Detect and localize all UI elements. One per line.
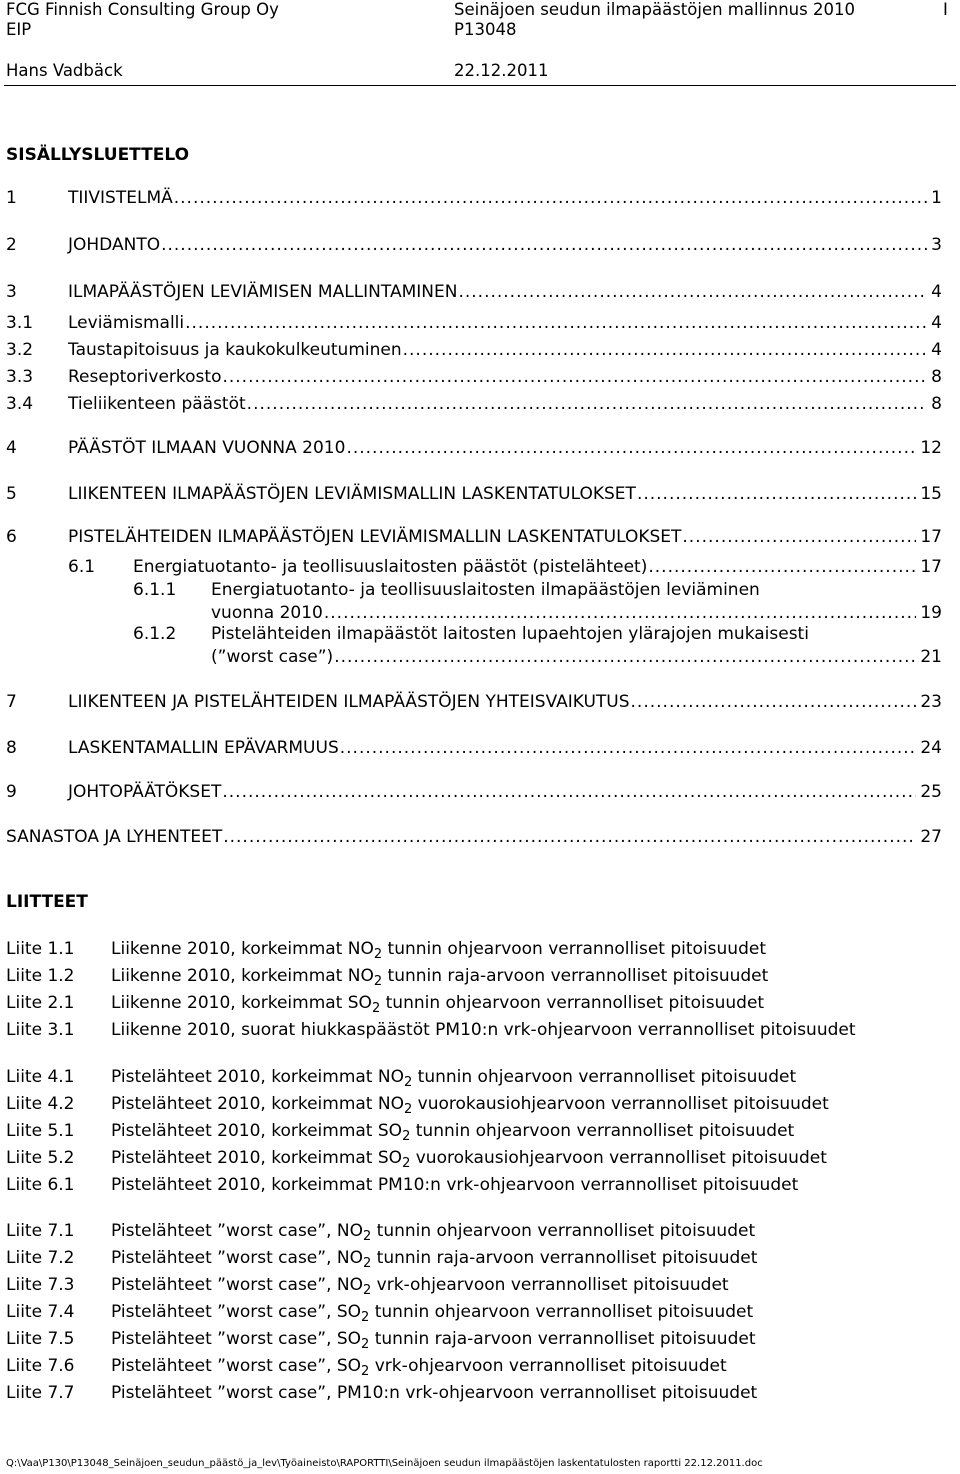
- toc-dot-leader: [682, 525, 916, 549]
- attachment-label: Liite 7.1: [6, 1221, 75, 1241]
- toc-entry-title: LASKENTAMALLIN EPÄVARMUUS: [68, 738, 339, 758]
- attachment-description-text: Liikenne 2010, korkeimmat NO: [111, 939, 374, 959]
- toc-dot-leader: [223, 825, 916, 849]
- attachment-description: [111, 1065, 796, 1089]
- header-author: Hans Vadbäck: [6, 61, 123, 80]
- toc-entry-page: 15: [920, 484, 942, 504]
- attachment-description-text: Pistelähteet 2010, korkeimmat NO: [111, 1094, 404, 1114]
- toc-entry[interactable]: [0, 233, 960, 257]
- attachment-description-rest: vuorokausiohjearvoon verrannolliset pitoisuudet: [410, 1148, 827, 1168]
- attachment-description-text: Pistelähteet 2010, korkeimmat NO: [111, 1067, 404, 1087]
- toc-entry-title: Taustapitoisuus ja kaukokulkeutuminen: [68, 340, 402, 360]
- attachment-label: Liite 6.1: [6, 1175, 75, 1195]
- toc-entry-number: 3.2: [6, 340, 34, 360]
- chemical-subscript: 2: [402, 1129, 411, 1144]
- toc-entry-title: Energiatuotanto- ja teollisuuslaitosten päästöt (pistelähteet): [133, 557, 648, 577]
- toc-entry[interactable]: [0, 622, 960, 646]
- attachment-description-text: Pistelähteet ”worst case”, SO: [111, 1302, 362, 1322]
- attachment-description: [111, 991, 764, 1015]
- attachment-description-text: Pistelähteet ”worst case”, NO: [111, 1221, 363, 1241]
- toc-entry-number: 3.1: [6, 313, 34, 333]
- chemical-subscript: 2: [371, 1001, 381, 1016]
- toc-entry[interactable]: [0, 645, 960, 669]
- toc-entry-number: 6.1: [68, 557, 96, 577]
- toc-entry[interactable]: [0, 736, 960, 760]
- chemical-subscript: 2: [403, 1102, 413, 1117]
- toc-entry-page: 4: [931, 340, 942, 360]
- toc-entry[interactable]: [0, 578, 960, 602]
- attachment-description: [111, 1300, 753, 1324]
- toc-dot-leader: [346, 436, 916, 460]
- toc-entry-number: 8: [6, 738, 17, 758]
- attachment-description-rest: vrk-ohjearvoon verrannolliset pitoisuudet: [369, 1356, 727, 1376]
- toc-title: SISÄLLYSLUETTELO: [6, 145, 190, 165]
- footer-path: Q:\Vaa\P130\P13048_Seinäjoen_seudun_päästö_ja_lev\Työaineisto\RAPORTTI\Seinäjoen seudun ilmapäästöjen laskentatulosten raportti 22.12.2011.doc: [6, 1458, 763, 1469]
- header-date: 22.12.2011: [454, 61, 549, 80]
- toc-dot-leader: [637, 482, 916, 506]
- toc-dot-leader: [334, 645, 916, 669]
- toc-entry[interactable]: [0, 186, 960, 210]
- attachment-description-rest: tunnin raja-arvoon verrannolliset pitoisuudet: [371, 1248, 758, 1268]
- toc-entry-page: 27: [920, 827, 942, 847]
- toc-entry-title: TIIVISTELMÄ: [68, 188, 173, 208]
- toc-entry-page: 12: [920, 438, 942, 458]
- toc-entry-number: 6.1.2: [133, 624, 177, 644]
- chemical-subscript: 2: [361, 1364, 370, 1379]
- chemical-subscript: 2: [403, 1075, 413, 1090]
- toc-entry[interactable]: [0, 338, 960, 362]
- toc-dot-leader: [340, 736, 917, 760]
- toc-entry-page: 3: [931, 235, 942, 255]
- header-unit: EIP: [6, 20, 32, 39]
- toc-dot-leader: [403, 338, 928, 362]
- toc-entry-number: 4: [6, 438, 17, 458]
- attachment-description-rest: tunnin ohjearvoon verrannolliset pitoisuudet: [371, 1221, 756, 1241]
- attachment-description-text: Pistelähteet ”worst case”, NO: [111, 1275, 363, 1295]
- toc-entry[interactable]: [0, 392, 960, 416]
- toc-entry-page: 4: [931, 282, 942, 302]
- toc-entry-number: 6.1.1: [133, 580, 177, 600]
- attachment-description-rest: tunnin raja-arvoon verrannolliset pitoisuudet: [369, 1329, 756, 1349]
- toc-entry-page: 21: [920, 647, 942, 667]
- toc-entry-number: 3: [6, 282, 17, 302]
- attachment-description: [111, 1018, 856, 1042]
- attachment-label: Liite 5.1: [6, 1121, 75, 1141]
- toc-dot-leader: [161, 233, 927, 257]
- chemical-subscript: 2: [402, 1156, 411, 1171]
- toc-entry-title: Pistelähteiden ilmapäästöt laitosten lupaehtojen ylärajojen mukaisesti: [211, 624, 809, 644]
- attachment-description-rest: vrk-ohjearvoon verrannolliset pitoisuudet: [371, 1275, 729, 1295]
- attachment-description: [111, 964, 768, 988]
- toc-dot-leader: [222, 365, 927, 389]
- header-page-label: I: [943, 0, 948, 19]
- toc-entry-number: 7: [6, 692, 17, 712]
- toc-entry-number: 1: [6, 188, 17, 208]
- toc-entry-page: 4: [931, 313, 942, 333]
- attachment-label: Liite 7.2: [6, 1248, 75, 1268]
- attachment-label: Liite 1.2: [6, 966, 75, 986]
- toc-dot-leader: [185, 311, 927, 335]
- attachment-label: Liite 4.1: [6, 1067, 75, 1087]
- toc-entry-title: ILMAPÄÄSTÖJEN LEVIÄMISEN MALLINTAMINEN: [68, 282, 458, 302]
- header-divider: [4, 85, 956, 86]
- toc-entry-title: Tieliikenteen päästöt: [68, 394, 246, 414]
- attachment-description: [111, 1173, 798, 1197]
- attachment-description: [111, 1327, 756, 1351]
- toc-dot-leader: [222, 780, 916, 804]
- toc-entry-title: Leviämismalli: [68, 313, 185, 333]
- chemical-subscript: 2: [362, 1283, 372, 1298]
- attachment-label: Liite 7.6: [6, 1356, 75, 1376]
- attachment-description-text: Pistelähteet 2010, korkeimmat SO: [111, 1121, 403, 1141]
- toc-entry-page: 25: [920, 782, 942, 802]
- chemical-subscript: 2: [361, 1310, 370, 1325]
- header-project-code: P13048: [454, 20, 517, 39]
- toc-entry[interactable]: [0, 436, 960, 460]
- attachment-label: Liite 7.3: [6, 1275, 75, 1295]
- toc-entry-page: 8: [931, 367, 942, 387]
- chemical-subscript: 2: [373, 974, 383, 989]
- attachment-label: Liite 7.4: [6, 1302, 75, 1322]
- toc-entry-page: 23: [920, 692, 942, 712]
- attachment-description-text: Liikenne 2010, suorat hiukkaspäästöt PM10:n vrk-ohjearvoon verrannolliset pitoisuudet: [111, 1020, 856, 1040]
- toc-dot-leader: [648, 555, 916, 579]
- attachment-description-text: Pistelähteet 2010, korkeimmat SO: [111, 1148, 403, 1168]
- chemical-subscript: 2: [362, 1256, 372, 1271]
- header-report-title: Seinäjoen seudun ilmapäästöjen mallinnus 2010: [454, 0, 855, 19]
- header-company: FCG Finnish Consulting Group Oy: [6, 0, 279, 19]
- toc-entry-title: LIIKENTEEN ILMAPÄÄSTÖJEN LEVIÄMISMALLIN LASKENTATULOKSET: [68, 484, 636, 504]
- attachment-description: [111, 937, 766, 961]
- toc-entry-page: 8: [931, 394, 942, 414]
- toc-entry[interactable]: [0, 825, 960, 849]
- toc-entry-title: JOHDANTO: [68, 235, 161, 255]
- attachment-label: Liite 4.2: [6, 1094, 75, 1114]
- toc-entry-title: PISTELÄHTEIDEN ILMAPÄÄSTÖJEN LEVIÄMISMALLIN LASKENTATULOKSET: [68, 527, 682, 547]
- attachment-label: Liite 5.2: [6, 1148, 75, 1168]
- toc-entry-page: 1: [931, 188, 942, 208]
- attachment-description: [111, 1381, 757, 1405]
- toc-entry-page: 19: [920, 603, 942, 623]
- toc-entry-title: Reseptoriverkosto: [68, 367, 222, 387]
- toc-entry-title: PÄÄSTÖT ILMAAN VUONNA 2010: [68, 438, 346, 458]
- toc-entry-title: SANASTOA JA LYHENTEET: [6, 827, 223, 847]
- attachment-description: [111, 1354, 727, 1378]
- toc-entry[interactable]: [0, 280, 960, 304]
- chemical-subscript: 2: [373, 947, 383, 962]
- toc-entry-page: 17: [920, 557, 942, 577]
- chemical-subscript: 2: [361, 1337, 370, 1352]
- toc-entry-number: 6: [6, 527, 17, 547]
- attachment-description-rest: vuorokausiohjearvoon verrannolliset pitoisuudet: [412, 1094, 829, 1114]
- toc-dot-leader: [458, 280, 927, 304]
- attachment-label: Liite 7.5: [6, 1329, 75, 1349]
- attachment-description: [111, 1219, 755, 1243]
- attachment-description-text: Pistelähteet ”worst case”, SO: [111, 1356, 362, 1376]
- attachment-description-rest: tunnin raja-arvoon verrannolliset pitoisuudet: [382, 966, 769, 986]
- toc-entry-number: 2: [6, 235, 17, 255]
- attachment-label: Liite 7.7: [6, 1383, 75, 1403]
- toc-entry-page: 24: [920, 738, 942, 758]
- toc-entry-number: 3.3: [6, 367, 34, 387]
- toc-entry-title: JOHTOPÄÄTÖKSET: [68, 782, 222, 802]
- attachment-description: [111, 1273, 729, 1297]
- attachment-description-rest: tunnin ohjearvoon verrannolliset pitoisuudet: [410, 1121, 795, 1141]
- toc-entry[interactable]: [0, 365, 960, 389]
- attachment-description-text: Pistelähteet 2010, korkeimmat PM10:n vrk-ohjearvoon verrannolliset pitoisuudet: [111, 1175, 799, 1195]
- attachment-description: [111, 1092, 829, 1116]
- attachment-description-text: Liikenne 2010, korkeimmat SO: [111, 993, 372, 1013]
- toc-entry-page: 17: [920, 527, 942, 547]
- toc-entry-number: 3.4: [6, 394, 34, 414]
- toc-dot-leader: [174, 186, 927, 210]
- attachments-title: LIITTEET: [6, 892, 88, 912]
- attachment-description-text: Liikenne 2010, korkeimmat NO: [111, 966, 374, 986]
- attachment-description-text: Pistelähteet ”worst case”, SO: [111, 1329, 362, 1349]
- toc-entry[interactable]: [0, 555, 960, 579]
- attachment-label: Liite 2.1: [6, 993, 75, 1013]
- chemical-subscript: 2: [362, 1229, 372, 1244]
- toc-entry-title: Energiatuotanto- ja teollisuuslaitosten ilmapäästöjen leviäminen: [211, 580, 760, 600]
- attachment-description: [111, 1119, 794, 1143]
- attachment-label: Liite 1.1: [6, 939, 75, 959]
- toc-entry-title: (”worst case”): [211, 647, 334, 667]
- toc-dot-leader: [247, 392, 928, 416]
- toc-entry[interactable]: [0, 311, 960, 335]
- attachment-description-text: Pistelähteet ”worst case”, NO: [111, 1248, 363, 1268]
- toc-entry-number: 5: [6, 484, 17, 504]
- toc-entry-title: LIIKENTEEN JA PISTELÄHTEIDEN ILMAPÄÄSTÖJEN YHTEISVAIKUTUS: [68, 692, 630, 712]
- attachment-description-text: Pistelähteet ”worst case”, PM10:n vrk-ohjearvoon verrannolliset pitoisuudet: [111, 1383, 758, 1403]
- attachment-description: [111, 1146, 827, 1170]
- toc-entry-number: 9: [6, 782, 17, 802]
- toc-entry[interactable]: [0, 482, 960, 506]
- toc-entry[interactable]: [0, 780, 960, 804]
- toc-entry-title: vuonna 2010: [211, 603, 323, 623]
- attachment-description-rest: tunnin ohjearvoon verrannolliset pitoisuudet: [369, 1302, 754, 1322]
- attachment-description-rest: tunnin ohjearvoon verrannolliset pitoisuudet: [382, 939, 766, 959]
- toc-entry[interactable]: [0, 690, 960, 714]
- attachment-description-rest: tunnin ohjearvoon verrannolliset pitoisuudet: [380, 993, 765, 1013]
- attachment-description: [111, 1246, 757, 1270]
- attachment-label: Liite 3.1: [6, 1020, 75, 1040]
- toc-entry[interactable]: [0, 525, 960, 549]
- attachment-description-rest: tunnin ohjearvoon verrannolliset pitoisuudet: [412, 1067, 797, 1087]
- toc-dot-leader: [631, 690, 917, 714]
